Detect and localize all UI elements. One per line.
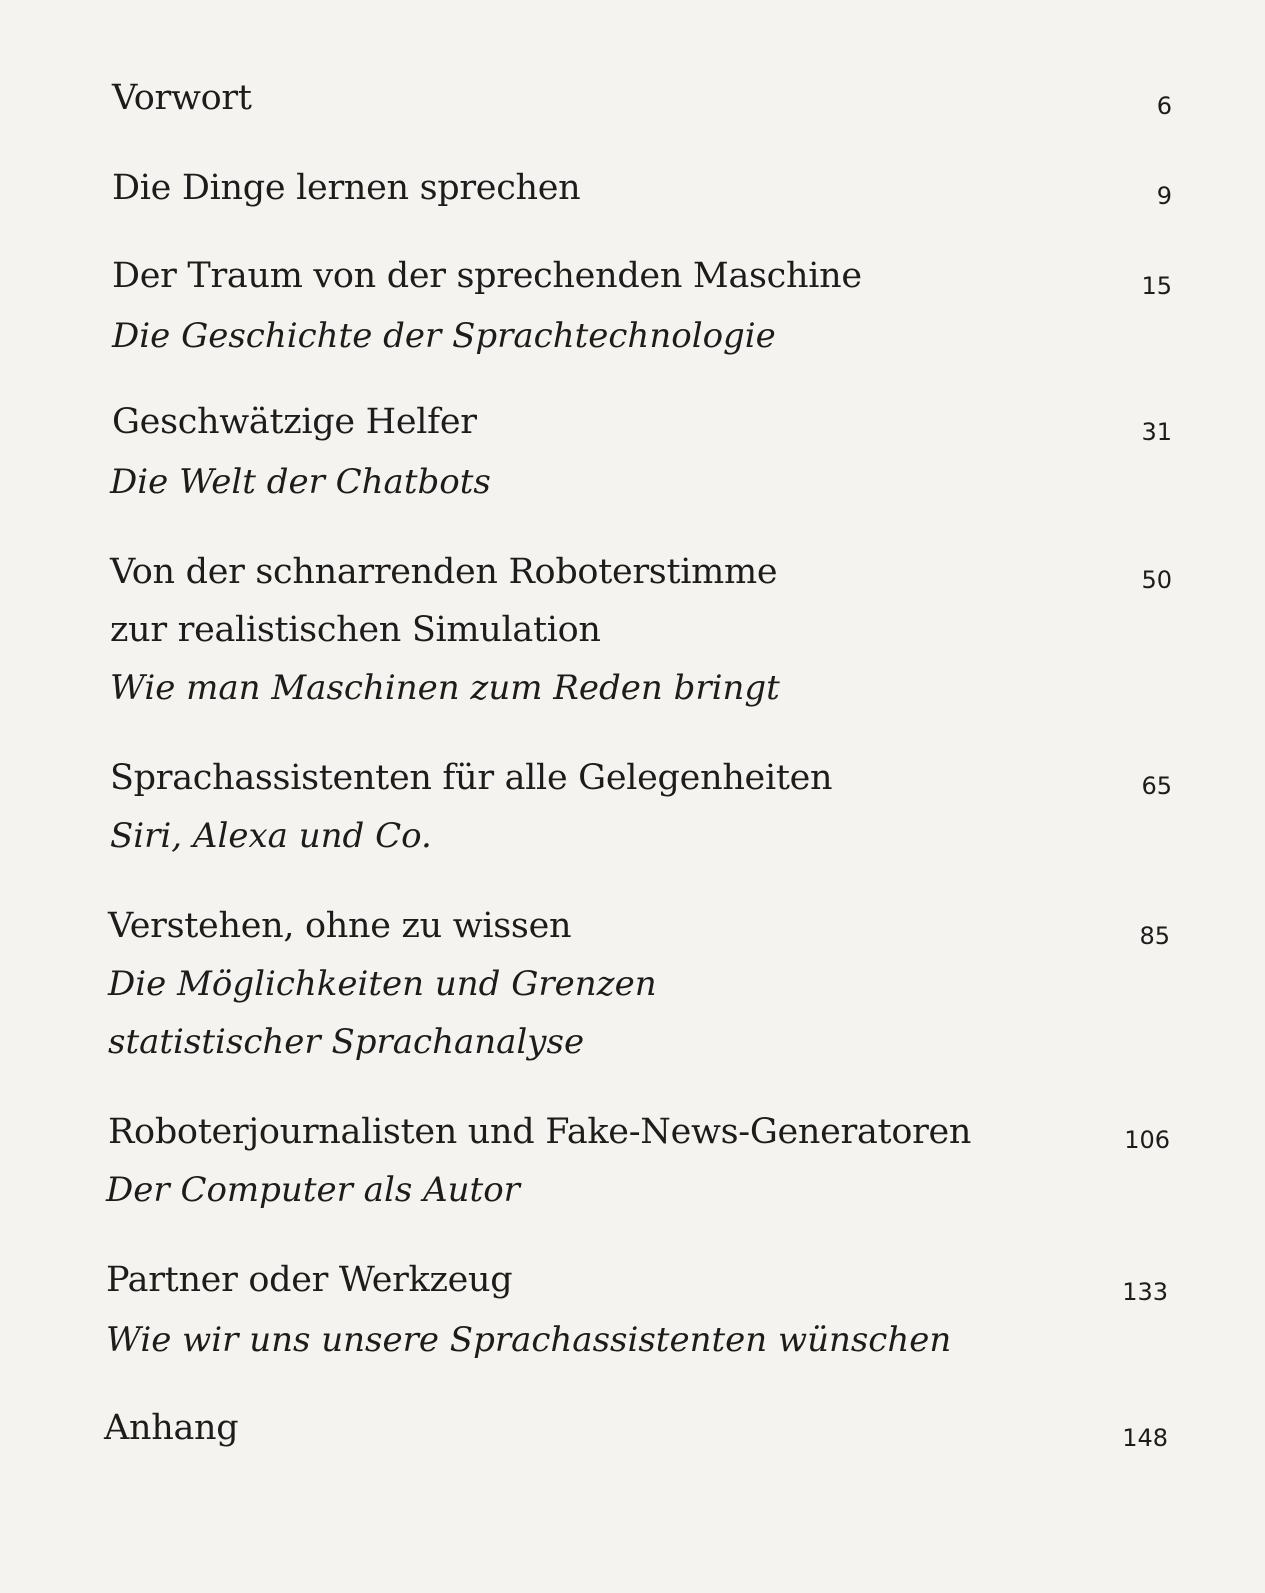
toc-entry-page: 31 xyxy=(1141,418,1172,446)
toc-entry-title-line2: zur realistischen Simulation xyxy=(110,610,601,650)
toc-entry-subtitle: Die Welt der Chatbots xyxy=(110,462,491,502)
toc-entry-title: Roboterjournalisten und Fake-News-Generatoren xyxy=(108,1112,972,1152)
toc-entry-page: 133 xyxy=(1122,1278,1168,1306)
toc-entry-title: Anhang xyxy=(104,1408,239,1448)
toc-entry-page: 65 xyxy=(1141,772,1172,800)
toc-entry-title: Verstehen, ohne zu wissen xyxy=(108,906,572,946)
toc-entry-page: 9 xyxy=(1156,182,1172,210)
toc-entry-title: Die Dinge lernen sprechen xyxy=(112,168,581,208)
toc-entry-title: Der Traum von der sprechenden Maschine xyxy=(112,256,862,296)
toc-entry-subtitle: Siri, Alexa und Co. xyxy=(110,816,432,856)
toc-entry-subtitle: Der Computer als Autor xyxy=(106,1170,520,1210)
toc-entry-page: 148 xyxy=(1122,1424,1168,1452)
toc-entry-title: Sprachassistenten für alle Gelegenheiten xyxy=(110,758,833,798)
toc-entry-subtitle: Wie man Maschinen zum Reden bringt xyxy=(110,668,780,708)
toc-entry-title: Geschwätzige Helfer xyxy=(112,402,477,442)
toc-entry-subtitle-line2: statistischer Sprachanalyse xyxy=(108,1022,585,1062)
toc-entry-page: 106 xyxy=(1124,1126,1170,1154)
toc-entry-page: 15 xyxy=(1141,272,1172,300)
toc-entry-title: Vorwort xyxy=(112,78,252,118)
toc-entry-title: Partner oder Werkzeug xyxy=(106,1260,513,1300)
toc-entry-subtitle: Die Geschichte der Sprachtechnologie xyxy=(112,316,776,356)
toc-entry-page: 50 xyxy=(1141,566,1172,594)
toc-entry-subtitle: Wie wir uns unsere Sprachassistenten wünschen xyxy=(106,1320,952,1360)
toc-entry-page: 6 xyxy=(1156,92,1172,120)
toc-entry-title: Von der schnarrenden Roboterstimme xyxy=(110,552,778,592)
toc-entry-page: 85 xyxy=(1139,922,1170,950)
toc-entry-subtitle: Die Möglichkeiten und Grenzen xyxy=(108,964,657,1004)
